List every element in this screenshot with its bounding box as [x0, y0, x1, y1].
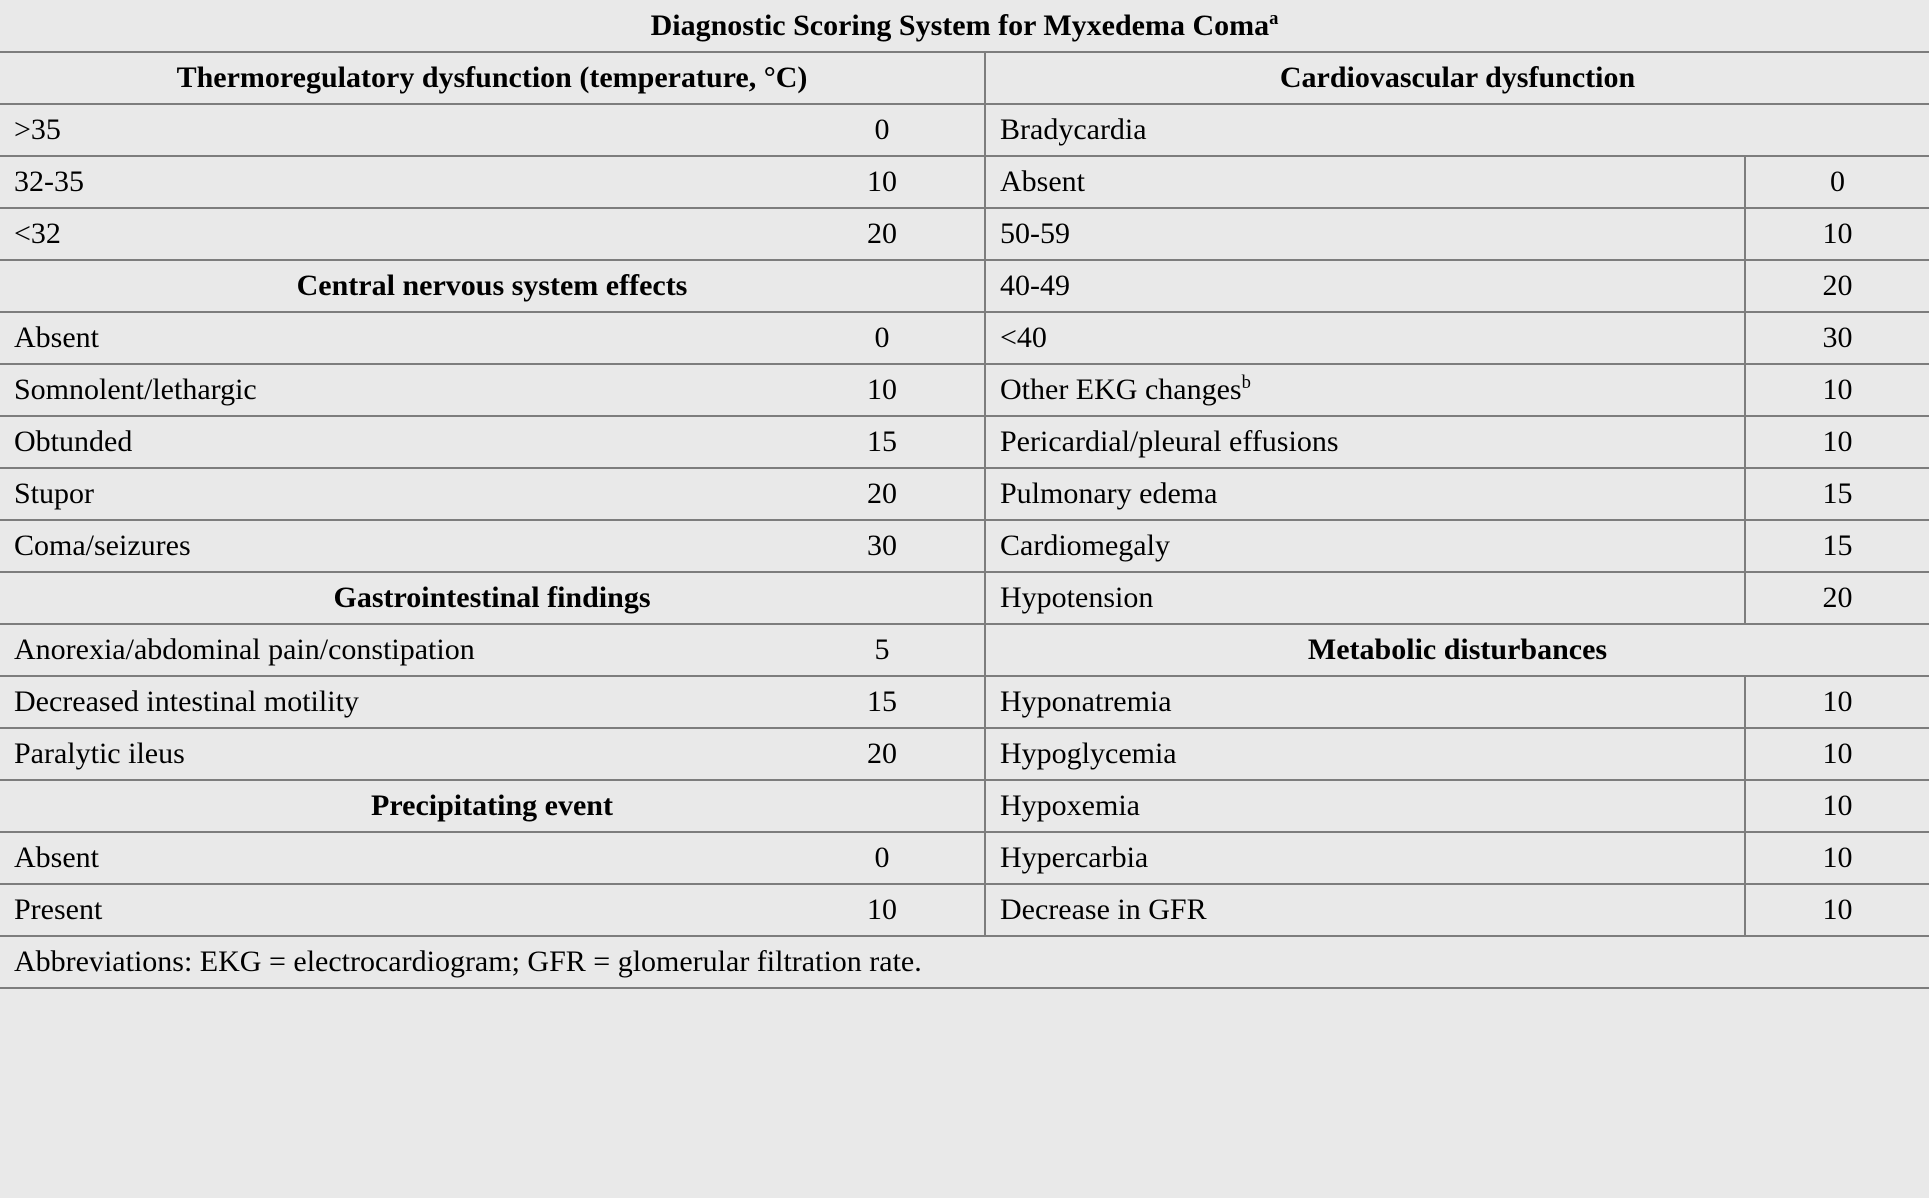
row-score: 0 — [780, 104, 985, 156]
row-label: Hypoglycemia — [985, 728, 1745, 780]
row-score: 20 — [780, 208, 985, 260]
row-score: 10 — [1745, 676, 1929, 728]
section-header-gastrointestinal: Gastrointestinal findings — [0, 572, 985, 624]
row-label: 32-35 — [0, 156, 780, 208]
row-score: 10 — [780, 156, 985, 208]
row-score: 10 — [1745, 208, 1929, 260]
row-label: Pulmonary edema — [985, 468, 1745, 520]
table-row — [0, 624, 1929, 676]
row-label: Hyponatremia — [985, 676, 1745, 728]
row-score: 30 — [780, 520, 985, 572]
table-footnote-row — [0, 936, 1929, 988]
row-score: 10 — [780, 364, 985, 416]
row-label: Hypotension — [985, 572, 1745, 624]
row-label: Hypercarbia — [985, 832, 1745, 884]
row-score: 20 — [780, 468, 985, 520]
row-score: 10 — [1745, 884, 1929, 936]
table-row — [0, 884, 1929, 936]
row-label: Decrease in GFR — [985, 884, 1745, 936]
row-score: 10 — [1745, 416, 1929, 468]
table-title-row — [0, 0, 1929, 52]
row-label: <32 — [0, 208, 780, 260]
row-label: Anorexia/abdominal pain/constipation — [0, 624, 780, 676]
row-label: Somnolent/lethargic — [0, 364, 780, 416]
abbreviations-note: Abbreviations: EKG = electrocardiogram; GFR = glomerular filtration rate. — [0, 936, 1929, 988]
row-footnote-marker: b — [1241, 372, 1251, 394]
row-score: 15 — [780, 676, 985, 728]
row-score: 20 — [1745, 572, 1929, 624]
row-label: Stupor — [0, 468, 780, 520]
row-label: Present — [0, 884, 780, 936]
row-label: Absent — [0, 832, 780, 884]
row-label: >35 — [0, 104, 780, 156]
table-row — [0, 364, 1929, 416]
row-score: 15 — [1745, 468, 1929, 520]
row-label: Coma/seizures — [0, 520, 780, 572]
table-title-text: Diagnostic Scoring System for Myxedema Coma — [650, 8, 1270, 42]
row-score: 30 — [1745, 312, 1929, 364]
table-row — [0, 104, 1929, 156]
table-row — [0, 156, 1929, 208]
table-row — [0, 676, 1929, 728]
row-label: Paralytic ileus — [0, 728, 780, 780]
table-row — [0, 260, 1929, 312]
page-title — [0, 0, 1929, 52]
row-score: 10 — [1745, 364, 1929, 416]
section-header-thermoregulatory: Thermoregulatory dysfunction (temperature, °C) — [0, 52, 985, 104]
table-row — [0, 208, 1929, 260]
row-label: Decreased intestinal motility — [0, 676, 780, 728]
row-label: Absent — [0, 312, 780, 364]
row-score: 20 — [780, 728, 985, 780]
row-score: 0 — [780, 312, 985, 364]
row-score: 10 — [1745, 780, 1929, 832]
table-row — [0, 728, 1929, 780]
table-row — [0, 416, 1929, 468]
table-row — [0, 52, 1929, 104]
row-label: <40 — [985, 312, 1745, 364]
row-label: 50-59 — [985, 208, 1745, 260]
row-label: Pericardial/pleural effusions — [985, 416, 1745, 468]
row-label: Obtunded — [0, 416, 780, 468]
table-row — [0, 520, 1929, 572]
row-score: 20 — [1745, 260, 1929, 312]
row-label: Cardiomegaly — [985, 520, 1745, 572]
section-header-cardiovascular: Cardiovascular dysfunction — [985, 52, 1929, 104]
row-score: 15 — [1745, 520, 1929, 572]
row-score: 10 — [780, 884, 985, 936]
row-score: 10 — [1745, 832, 1929, 884]
row-label-text: Other EKG changes — [1000, 373, 1242, 407]
section-header-cns: Central nervous system effects — [0, 260, 985, 312]
section-header-precipitating-event: Precipitating event — [0, 780, 985, 832]
row-score: 0 — [1745, 156, 1929, 208]
table-row — [0, 572, 1929, 624]
section-header-metabolic: Metabolic disturbances — [985, 624, 1929, 676]
row-label: Absent — [985, 156, 1745, 208]
row-score: 0 — [780, 832, 985, 884]
table-row — [0, 468, 1929, 520]
title-footnote-marker: a — [1269, 7, 1279, 29]
table-row — [0, 780, 1929, 832]
row-score: 10 — [1745, 728, 1929, 780]
row-label — [985, 364, 1745, 416]
row-label: Hypoxemia — [985, 780, 1745, 832]
row-label: 40-49 — [985, 260, 1745, 312]
row-score: 15 — [780, 416, 985, 468]
table-row — [0, 832, 1929, 884]
row-label: Bradycardia — [985, 104, 1929, 156]
table-row — [0, 312, 1929, 364]
row-score: 5 — [780, 624, 985, 676]
